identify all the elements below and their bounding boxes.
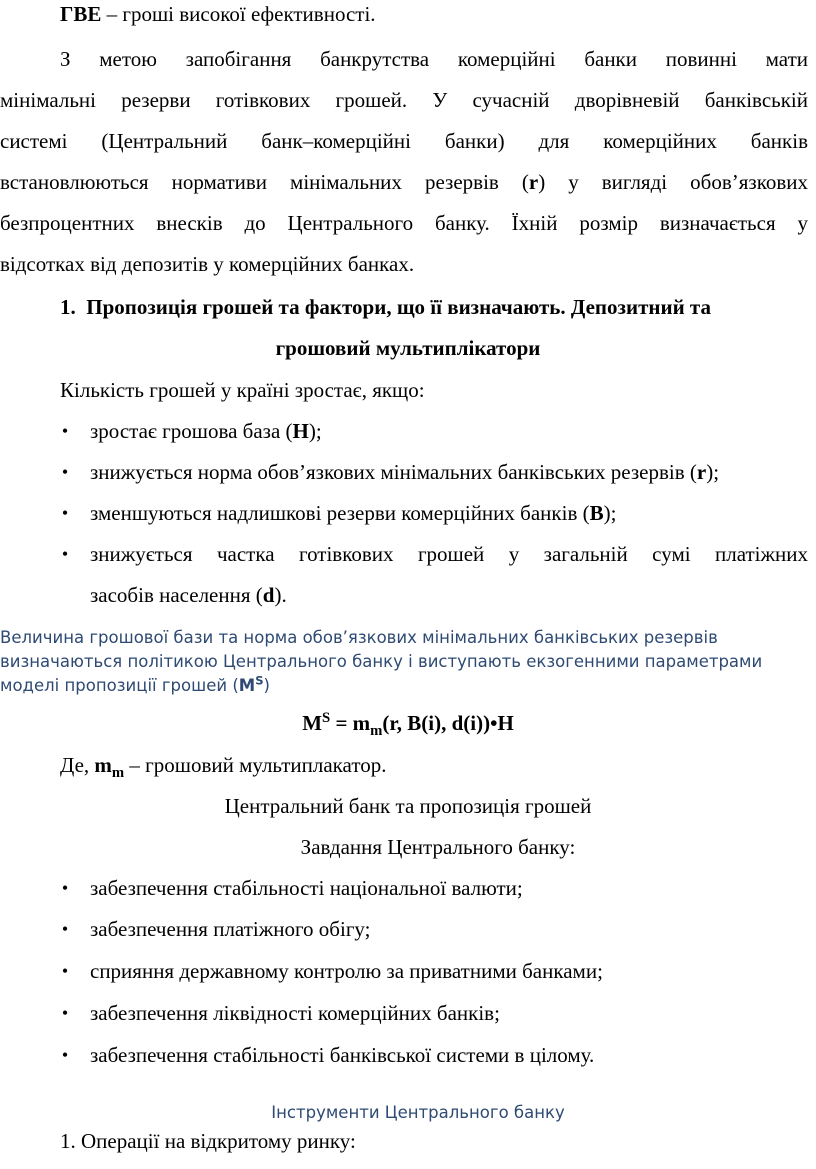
- explanation-subscript: m: [111, 765, 125, 782]
- list-item: сприяння державному контролю за приватними банками;: [90, 959, 603, 983]
- money-supply-superscript: S: [255, 673, 264, 688]
- list-item: забезпечення стабільності банківської системи в цілому.: [90, 1043, 595, 1067]
- reserves-line-4-b: ) у вигляді обов’язкових: [538, 170, 808, 194]
- list-item-text: );: [706, 460, 720, 484]
- blue-note-line-1: Величина грошової бази та норма обов’язкових мінімальних банківських резервів: [0, 628, 718, 647]
- list-item-continuation: [90, 575, 287, 616]
- list-item: забезпечення ліквідності комерційних банків;: [90, 1001, 500, 1025]
- list-item-text: );: [603, 501, 617, 525]
- list-item-symbol: В: [589, 501, 604, 525]
- central-bank-tasks-title: Завдання Центрального банку:: [300, 835, 576, 859]
- list-item-text: зростає грошова база (: [90, 419, 293, 443]
- bullet-icon: •: [61, 919, 69, 939]
- bullet-icon: •: [61, 462, 69, 482]
- blue-note-text: ): [263, 676, 270, 695]
- open-market-operations: 1. Операції на відкритому ринку:: [60, 1129, 356, 1153]
- bullet-icon: •: [61, 421, 69, 441]
- explanation-symbol: m: [94, 753, 112, 777]
- reserves-line-2: мінімальні резерви готівкових грошей. У сучасній дворівневій банківській: [0, 88, 808, 112]
- gve-text: – гроші високої ефективності.: [101, 2, 376, 26]
- money-growth-intro: Кількість грошей у країні зростає, якщо:: [60, 378, 425, 402]
- gve-definition: [60, 0, 376, 35]
- bullet-icon: •: [61, 961, 69, 981]
- bullet-icon: •: [61, 544, 69, 564]
- formula-eq: = m: [330, 711, 371, 735]
- list-item-text: );: [308, 419, 322, 443]
- reserves-line-1: З метою запобігання банкрутства комерційні банки повинні мати: [60, 47, 808, 71]
- list-item-symbol: r: [696, 460, 707, 484]
- formula-m: M: [302, 711, 323, 735]
- list-item: [90, 452, 719, 493]
- bullet-icon: •: [61, 1045, 69, 1065]
- formula-rest: (r, B(i), d(i))•H: [382, 711, 514, 735]
- explanation-text: – грошовий мультиплакатор.: [124, 753, 387, 777]
- list-item-text: ).: [274, 583, 287, 607]
- blue-note-line-3: [0, 675, 270, 697]
- section-number: 1.: [60, 295, 76, 319]
- gve-term: ГВЕ: [60, 2, 102, 26]
- reserves-line-4-a: встановлюються нормативи мінімальних резервів (: [0, 170, 529, 194]
- formula-superscript: S: [322, 710, 331, 726]
- reserves-line-4: [0, 162, 816, 203]
- list-item: [90, 411, 322, 452]
- list-item-text: зменшуються надлишкові резерви комерційних банків (: [90, 501, 590, 525]
- reserves-line-5: безпроцентних внесків до Центрального банку. Їхній розмір визначається у: [0, 211, 808, 235]
- list-item: забезпечення платіжного обігу;: [90, 917, 371, 941]
- bullet-icon: •: [61, 503, 69, 523]
- list-item-text: знижується норма обов’язкових мінімальних банківських резервів (: [90, 460, 697, 484]
- list-item: забезпечення стабільності національної валюти;: [90, 876, 523, 900]
- section-title-line-2: грошовий мультиплікатори: [275, 336, 541, 360]
- money-supply-formula: [0, 703, 816, 744]
- explanation-text: Де,: [60, 753, 95, 777]
- blue-note-line-2: визначаються політикою Центрального банку і виступають екзогенними параметрами: [0, 652, 763, 671]
- formula-explanation: [60, 745, 386, 786]
- bullet-icon: •: [61, 1003, 69, 1023]
- reserves-r-symbol: r: [528, 170, 539, 194]
- list-item-symbol: Н: [292, 419, 309, 443]
- list-item-text: засобів населення (: [90, 583, 263, 607]
- list-item: знижується частка готівкових грошей у загальній сумі платіжних: [90, 542, 808, 566]
- instruments-heading: Інструменти Центрального банку: [271, 1103, 565, 1122]
- bullet-icon: •: [61, 878, 69, 898]
- section-title-line-1: Пропозиція грошей та фактори, що її визначають. Депозитний та: [86, 295, 711, 319]
- list-item: [90, 493, 616, 534]
- list-item-symbol: d: [262, 583, 275, 607]
- reserves-line-3: системі (Центральний банк–комерційні банки) для комерційних банків: [0, 129, 808, 153]
- section-heading: [60, 287, 711, 328]
- blue-note-text: моделі пропозиції грошей (: [0, 676, 239, 695]
- reserves-line-6: відсотках від депозитів у комерційних банках.: [0, 252, 415, 276]
- central-bank-heading: Центральний банк та пропозиція грошей: [224, 794, 592, 818]
- formula-subscript: m: [370, 723, 383, 740]
- money-supply-symbol: M: [238, 676, 256, 695]
